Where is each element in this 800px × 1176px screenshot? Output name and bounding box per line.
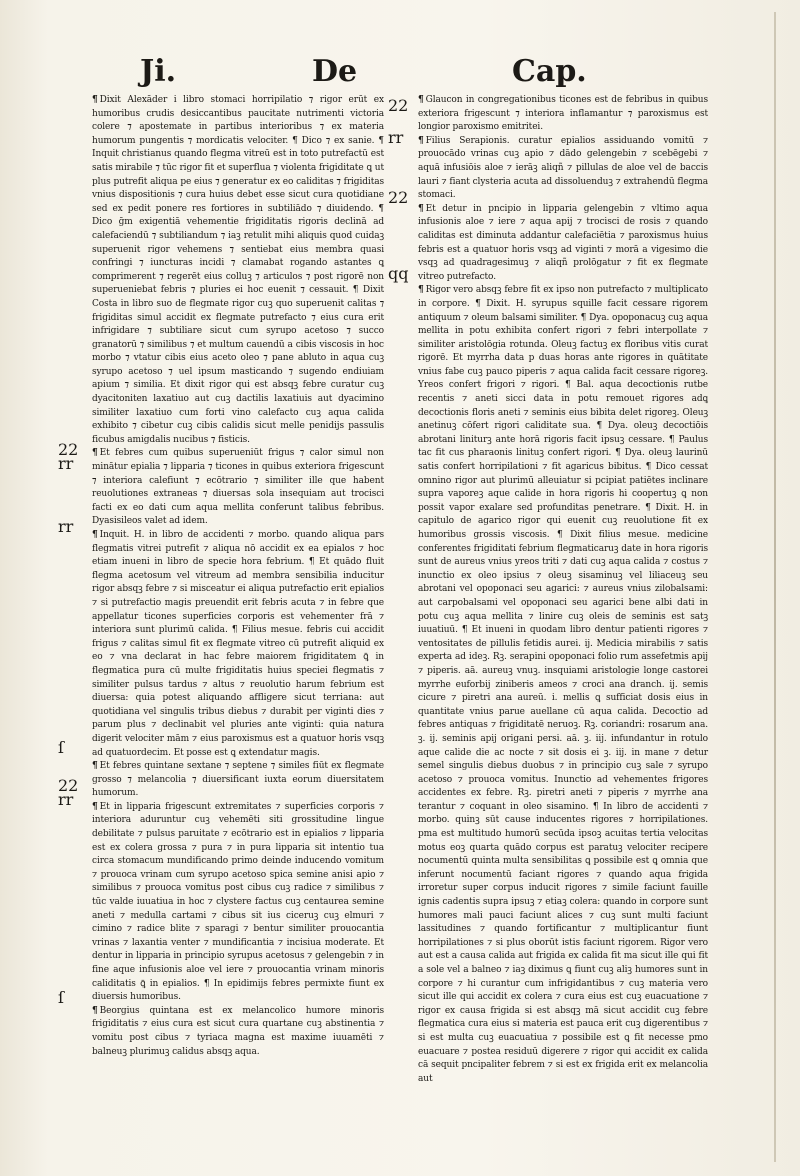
paragraph-text: Dixit Alexāder i libro stomaci horripilatio ⁊ rigor erūt ex humoribus crudis desiccantibus paucitate nutrimenti victoria colere ⁊ apostemate in partibus interioribus ⁊ ex materia humorum pungentis ⁊ mordicatis velociter. ¶ Dico ⁊ ex sanie. ¶ Inquit christianus quando flegma vitreū est in toto putrefactū est satis mirabile ⁊ tūc rigor fit et superflua ⁊ violenta frigiditate ꝗ ut plus putrefit aliqua pe eius ⁊ generatur ex eo caliditas ⁊ frigiditas vnius dispositionis ⁊ cura huius debet esse sicut cura quotidiane sed ex pedit ponere res fortiores in subtiliādo ⁊ diuidendo. ¶ Dico ḡm exigentiā vehementie frigiditatis rigoris declinā ad calefaciendū ⁊ subtiliandum ⁊ iaꝫ retulit mihi aliquis quod cuidaꝫ superuenit rigor vehemens ⁊ sentiebat eius membra quasi confringi ⁊ iuncturas incidi ⁊ clamabat rogando astantes ꝗ comprimerent ⁊ regerēt eius colluꝫ ⁊ articulos ⁊ post rigorē non superueniebat febris ⁊ pluries ei hoc euenit ⁊ cessauit. ¶ Dixit Costa in libro suo de flegmate rigor cuꝫ quo superuenit calitas ⁊ frigiditas simul accidit ex flegmate putrefacto ⁊ eius cura erit infrigidare ⁊ subtiliare sicut cum syrupo acetoso ⁊ succo granatorū ⁊ similibus ⁊ et multum cauendū a cibis viscosis in hoc morbo ⁊ vtatur cibis eius aceto oleo ⁊ pane abluto in aqua cuꝫ syrupo acetoso ⁊ uel ipsum masticando ⁊ sugendo endiuiam apium ⁊ similia. Et dixit rigor qui est absqꝫ febre curatur cuꝫ dyacitoniten laxatiuo aut cuꝫ dactilis laxatiuis aut dyacimino similiter laxatiuo cum forti vino calefacto cuꝫ aqua calida exhibito ⁊ cibetur cuꝫ cibis calidis sicut melle penidijs passulis ficubus amigdalis nucibus ⁊ fisticis. xyxy=(92,95,384,445)
paragraph-text: Et febres cum quibus superueniūt frigus ⁊ calor simul non minātur epialia ⁊ lipparia ⁊ ticones in quibus exteriora frigescunt ⁊ interiora calefiunt ⁊ ecōtrario ⁊ similiter ille que habent reuolutiones extraneas ⁊ diuersas sola insequiam aut trocisci facti ex eo dati cum aqua mellita conferunt talibus febribus. Dyasisileos valet ad idem. xyxy=(92,448,384,527)
pilcrow-mark: ¶ xyxy=(92,761,98,772)
margin-note: rr xyxy=(388,128,404,147)
running-title: De xyxy=(312,54,358,89)
pilcrow-mark: ¶ xyxy=(92,95,98,105)
margin-note: rr xyxy=(58,790,74,809)
pilcrow-mark: ¶ xyxy=(418,285,424,296)
pilcrow-mark: ¶ xyxy=(92,801,98,812)
page-edge-shadow xyxy=(774,12,776,1162)
margin-note: 22 xyxy=(58,440,79,459)
paragraph-text: Inquit. H. in libro de accidenti ⁊ morbo. quando aliqua pars flegmatis vitrei putrefit ⁊ aliqua nō accidit ex ea epialos ⁊ hoc etiam inueni in libro de specie hora febrium. ¶ Et quādo fluit flegma acetosum vel vitreum ad membra sensibilia inducitur rigor absqꝫ febre ⁊ si misceatur ei aliqua putrefactio erit epialios ⁊ si putrefactio magis preuendit erit febris acuta ⁊ in febre que appellatur ticones superficies corporis est vehementer frā ⁊ interiora sunt plurimū calida. ¶ Filius mesue. febris cui accidit frigus ⁊ calitas simul fit ex flegmate vitreo cū putrefit aliquid ex eo ⁊ vna declarat in hac febre maiorem frigiditatem ꝗ̄ in flegmatica pura cū multe frigiditatis huius speciei flegmatis ⁊ similiter pulsus tardus ⁊ altus ⁊ reuolutio harum febrium est diuersa: quia potest aliquando affligere sicut terriana: aut quotidiana vel singulis tribus diebus ⁊ durabit per viginti dies ⁊ parum plus ⁊ declinabit vel pluries ante viginti: quia natura digerit velociter mām ⁊ eius paroxismus est a quatuor horis vsqꝫ ad quatuordecim. Et posse est ꝗ extendatur magis. xyxy=(92,530,384,758)
pilcrow-mark: ¶ xyxy=(92,530,98,540)
chapter-label: Cap. xyxy=(512,54,587,89)
pilcrow-mark: ¶ xyxy=(92,448,98,459)
paragraph xyxy=(418,94,708,135)
pilcrow-mark: ¶ xyxy=(418,135,424,146)
margin-note: rr xyxy=(58,517,74,536)
paragraph xyxy=(92,529,384,760)
paragraph xyxy=(418,135,708,203)
margin-note: rr xyxy=(58,454,74,473)
pilcrow-mark: ¶ xyxy=(92,1005,98,1016)
margin-note: 22 xyxy=(388,96,409,115)
running-header xyxy=(0,54,800,90)
paragraph xyxy=(92,760,384,801)
margin-note: ſ xyxy=(58,738,64,757)
paragraph-text: Glaucon in congregationibus ticones est de febribus in quibus exteriora frigescunt ⁊ interiora inflamantur ⁊ paroxismus est longior paroxismo emitritei. xyxy=(418,95,708,133)
margin-note: 22 xyxy=(58,776,79,795)
left-text-column xyxy=(92,94,384,1059)
paragraph xyxy=(418,203,708,285)
paragraph-text: Rigor vero absqꝫ febre fit ex ipso non putrefacto ⁊ multiplicato in corpore. ¶ Dixit. H. syrupus squille facit cessare rigorem antiquum ⁊ oleum balsami similiter. ¶ Dya. opoponacuꝫ cuꝫ aqua mellita in potu exhibita confert rigori ⁊ febri interpollate ⁊ similiter aristolōgia rotunda. Oleuꝫ factuꝫ ex floribus vitis curat rigorē. Et myrrha data p duas horas ante rigores in quātitate vnius fabe cuꝫ pauco piperis ⁊ aqua calida facit cessare rigoreꝫ. Yreos confert frigori ⁊ rigori. ¶ Bal. aqua decoctionis rutbe recentis ⁊ aneti sicci data in potu remouet rigores adꝗ decoctionis floris aneti ⁊ seminis eius bibita delet rigoreꝫ. Oleuꝫ anetinuꝫ cōfert rigori caliditate sua. ¶ Dya. oleuꝫ decoctiōis abrotani liniturꝫ ante horā rigoris facit ipsuꝫ cessare. ¶ Paulus tac fit cus pharaonis linituꝫ confert rigori. ¶ Dya. oleuꝫ laurinū satis confert horripilationi ⁊ fit agaricus bibitus. ¶ Dico cessat omnino rigor aut plurimū alleuiatur si pcipiat patiētes inclinare supra vaporeꝫ aque calide in hora rigoris hi coopertuꝫ ꝗ non possit vapor exalare sed profunditas penetrare. ¶ Dixit. H. in capitulo de agarico rigor qui euenit cuꝫ reuolutione fit ex humoribus grossis viscosis. ¶ Dixit filius mesue. medicine conferentes frigiditati febrium flegmaticaruꝫ date in hora rigoris sunt de aureus vnius yreos triti ⁊ dati cuꝫ aqua calida ⁊ costus ⁊ inunctio ex oleo ipsius ⁊ oleuꝫ sisaminuꝫ vel liliaceuꝫ seu abrotani vel opoponaci seu agarici: ⁊ aureus vnius zilobalsami: aut carpobalsami vel opoponaci seu agarici bene albi dati in potu cuꝫ aqua mellita ⁊ linire cuꝫ oleis de seminis est satꝫ iuuatiuū. ¶ Et inueni in quodam libro dentur patienti rigores ⁊ ventositates de pillulis fetidis aurei. ij. Medicia mirabilis ⁊ satis experta ad ideꝫ. Rꝫ. serapini opoponaci folio rum assefetmis apij ⁊ piperis. aā. aureuꝫ vnuꝫ. insquiami aristologie longe castorei myrrhe euforbij ziniberis ameos ⁊ croci ana dranch. ij. semis cicure ⁊ piretri ana aureū. i. mellis ꝗ sufficiat dosis eius in quantitate vnius parue auellane cū aqua calida. Decoctio ad febres antiquas ⁊ frigiditatē neruoꝫ. Rꝫ. coriandri: rosarum ana. ꝫ. ij. seminis apij origani persi. aā. ꝫ. iij. infundantur in rotulo aque calide die ac nocte ⁊ sit dosis ei ꝫ. iij. in mane ⁊ detur semel singulis diebus duobus ⁊ in principio cuꝫ sale ⁊ syrupo acetoso ⁊ prouoca vomitus. Inunctio ad vehementes frigores accidentes ex febre. Rꝫ. piretri aneti ⁊ piperis ⁊ myrrhe ana terantur ⁊ coquant in oleo sisamino. ¶ In libro de accidenti ⁊ morbo. quinꝫ sūt cause inducentes rigores ⁊ horripilationes. pma est multitudo humorū secūda ipsoꝫ acuitas tertia velocitas motus eoꝫ quarta quādo corpus est paratuꝫ velociter recipere nocumentū quinta multa sensibilitas ꝗ possibile est ꝗ omnia que inferunt nocumentū faciant rigores ⁊ quando aqua frigida irroretur super corpus inducit rigores ⁊ simile faciunt fauille ignis cadentis supra ipsuꝫ ⁊ etiaꝫ colera: quando in corpore sunt humores mali pauci faciunt alices ⁊ cuꝫ sunt multi faciunt lassitudines ⁊ quando fortificantur ⁊ multiplicantur fiunt horripilationes ⁊ si plus oborūt istis faciunt rigorem. Rigor vero aut est a causa calida aut frigida ex calida fit ma sicut ille qui fit a sole vel a balneo ⁊ iaꝫ diximus ꝗ fiunt cuꝫ aliꝫ humores sunt in corpore ⁊ hi curantur cum infrigidantibus ⁊ cuꝫ materia vero sicut ille qui accidit ex colera ⁊ cura eius est cuꝫ euacuatione ⁊ rigor ex causa frigida si est absqꝫ mā sicut accidit cuꝫ febre flegmatica cura eius si materia est pauca erit cuꝫ digerentibus ⁊ si est multa cuꝫ euacuatiua ⁊ possibile est ꝗ fit necesse pmo euacuare ⁊ postea residuū digerere ⁊ rigor qui accidit ex calida cā sequit pncipaliter febrem ⁊ si est ex frigida erit ex melancolia aut xyxy=(418,285,708,1084)
paragraph-text: Et in lipparia frigescunt extremitates ⁊ superficies corporis ⁊ interiora aduruntur cuꝫ vehemēti siti grossitudine lingue debilitate ⁊ pulsus paruitate ⁊ ecōtrario est in epialios ⁊ lipparia est ex colera grossa ⁊ pura ⁊ in pura lipparia sit intentio tua circa stomacum mundificando primo deinde inducendo vomitum ⁊ prouoca vrinam cum syrupo acetoso spica semine anisi apio ⁊ similibus ⁊ prouoca vomitus post cibus cuꝫ radice ⁊ similibus ⁊ tūc valde iuuatiua in hoc ⁊ clystere factus cuꝫ centaurea semine aneti ⁊ medulla cartami ⁊ cibus sit ius ciceruꝫ cuꝫ elmuri ⁊ cimino ⁊ radice blite ⁊ sparagi ⁊ bentur similiter prouocantia vrinas ⁊ laxantia venter ⁊ mundificantia ⁊ incisiua moderate. Et dentur in lipparia in principio syrupus acetosus ⁊ gelengebin ⁊ in fine aque infusionis aloe vel iere ⁊ prouocantia vrinam minoris caliditatis ꝗ̄ in epialios. ¶ In epidimijs febres permixte fiunt ex diuersis humoribus. xyxy=(92,801,384,1003)
paragraph-text: Filius Serapionis. curatur epialios assiduando vomitū ⁊ prouocādo vrinas cuꝫ apio ⁊ dādo gelengebin ⁊ scebēgebi ⁊ aquā infusiōis aloe ⁊ ierāꝫ aliqñ ⁊ pillulas de aloe vel de baccis lauri ⁊ fiant clysteria acuta ad dissoluenduꝫ ⁊ extrahendū flegma stomaci. xyxy=(418,135,708,201)
margin-note: ſ xyxy=(58,988,64,1007)
paragraph xyxy=(418,284,708,1086)
margin-note: 22 xyxy=(388,188,409,207)
margin-note: qq xyxy=(388,264,409,283)
right-text-column xyxy=(418,94,708,1086)
paragraph-text: Beorgius quintana est ex melancolico humore minoris frigiditatis ⁊ eius cura est sicut cura quartane cuꝫ abstinentia ⁊ vomitu post cibus ⁊ tyriaca magna est maxime iuuamēti ⁊ balneuꝫ plurimuꝫ calidus absqꝫ aqua. xyxy=(92,1005,384,1057)
paragraph-text: Et febres quintane sextane ⁊ septene ⁊ similes fiūt ex flegmate grosso ⁊ melancolia ⁊ diuersificant iuxta eorum diuersitatem humorum. xyxy=(92,761,384,799)
paragraph xyxy=(92,801,384,1005)
paragraph xyxy=(92,1005,384,1059)
pilcrow-mark: ¶ xyxy=(418,203,424,214)
pilcrow-mark: ¶ xyxy=(418,95,424,105)
paragraph xyxy=(92,94,384,447)
folio-number: Ji. xyxy=(140,54,177,89)
paragraph xyxy=(92,447,384,529)
paragraph-text: Et detur in pncipio in lipparia gelengebin ⁊ vltimo aqua infusionis aloe ⁊ iere ⁊ aqua apij ⁊ trocisci de rosis ⁊ quando caliditas est diminuta addantur calefaciētia ⁊ paroxismus huius febris est a quatuor horis vsqꝫ ad viginti ⁊ morā a vigesimo die vsqꝫ ad quadragesimuꝫ ⁊ aliqñ prolōgatur ⁊ fit ex flegmate vitreo putrefacto. xyxy=(418,203,708,282)
